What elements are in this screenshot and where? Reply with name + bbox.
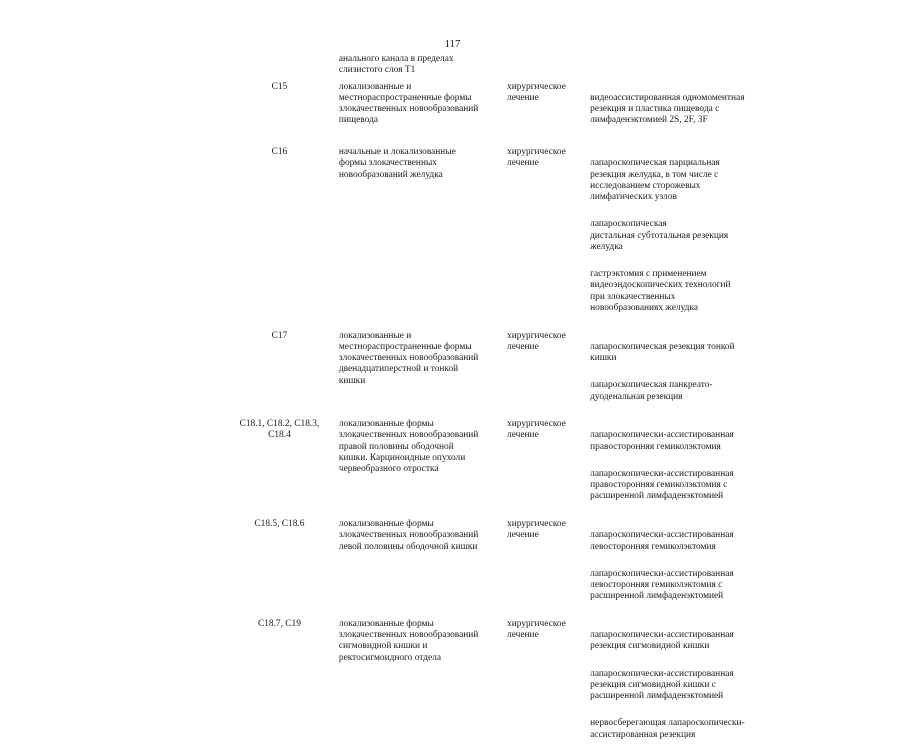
disease-cell: начальные и локализованные формы злокачественных новообразований желудка (338, 147, 456, 180)
method-item: лапароскопически-ассистированная правосторонняя гемиколэктомия с расширенной лимфаденэктомией (590, 468, 734, 502)
method-item: лапароскопическая резекция тонкой кишки (590, 341, 735, 364)
method-item: лапароскопически-ассистированная левосторонняя гемиколэктомия (590, 530, 734, 552)
treatment-type-cell: хирургическое лечение (507, 419, 566, 441)
method-cell (590, 619, 788, 752)
treatment-type-cell: хирургическое лечение (507, 147, 566, 169)
table-row (228, 519, 788, 614)
disease-cell: локализованные формы злокачественных новообразований правой половины ободочной кишки. Карциноидные опухоли червеобразного отростка (338, 419, 479, 475)
table-row (228, 147, 788, 325)
method-item: лапароскопически-ассистированная левосторонняя гемиколэктомия с расширенной лимфаденэктомией (590, 568, 734, 602)
treatment-type-cell: хирургическое лечение (507, 618, 566, 641)
table-row (228, 619, 788, 752)
method-item: лапароскопическая панкреато- дуоденальная резекция (590, 380, 713, 402)
table-row (228, 419, 788, 514)
icd-code-cell: C18.5, C18.6 (254, 518, 305, 529)
method-cell (590, 519, 788, 614)
page-number: 117 (444, 38, 461, 50)
treatment-type-cell: хирургическое лечение (507, 330, 566, 352)
method-item: гастрэктомия с применением видеоэндоскопических технологий при злокачественных новообразованиях желудка (590, 269, 731, 313)
table-row (228, 54, 788, 77)
method-cell (590, 331, 788, 415)
method-cell (590, 419, 788, 514)
method-cell (590, 82, 788, 138)
method-item: лапароскопически-ассистированная резекция сигмовидной кишки (590, 630, 734, 652)
method-item: лапароскопическая дистальная субтотальная резекция желудка (590, 219, 729, 252)
disease-cell: локализованные и местнораспространенные формы злокачественных новообразований пищевода (338, 81, 479, 126)
disease-cell: анального канала в пределах слизистого слоя T1 (338, 54, 454, 76)
table-row (228, 82, 788, 138)
treatment-type-cell: хирургическое лечение (507, 518, 566, 541)
icd-code-cell: C18.7, C19 (257, 618, 301, 629)
disease-cell: локализованные формы злокачественных новообразований сигмовидной кишки и ректосигмоидного отдела (338, 618, 479, 663)
icd-code-cell: C18.1, C18.2, C18.3, C18.4 (239, 419, 320, 441)
procedures-table (228, 54, 788, 752)
method-item: лапароскопическая парциальная резекция желудка, в том числе с исследованием сторожевых лимфатических узлов (590, 158, 720, 203)
treatment-type-cell: хирургическое лечение (507, 81, 566, 103)
method-item: видеоассистированная одномоментная резекция и пластика пищевода с лимфаденэктомией 2S, 2F, 3F (590, 92, 745, 126)
icd-code-cell: C15 (271, 81, 288, 92)
method-cell (590, 147, 788, 325)
disease-cell: локализованные и местнораспространенные формы злокачественных новообразований двенадцатиперстной и тонкой кишки (338, 330, 479, 386)
method-item: нервосберегающая лапароскопически- ассистированная резекция (590, 718, 745, 740)
table-row (228, 331, 788, 415)
method-item: лапароскопически-ассистированная правосторонняя гемиколэктомия (590, 430, 734, 452)
disease-cell: локализованные формы злокачественных новообразований левой половины ободочной кишки (338, 518, 479, 552)
icd-code-cell: C16 (271, 147, 288, 158)
method-item: лапароскопически-ассистированная резекция сигмовидной кишки с расширенной лимфаденэктомией (590, 668, 734, 702)
icd-code-cell: C17 (271, 330, 288, 341)
